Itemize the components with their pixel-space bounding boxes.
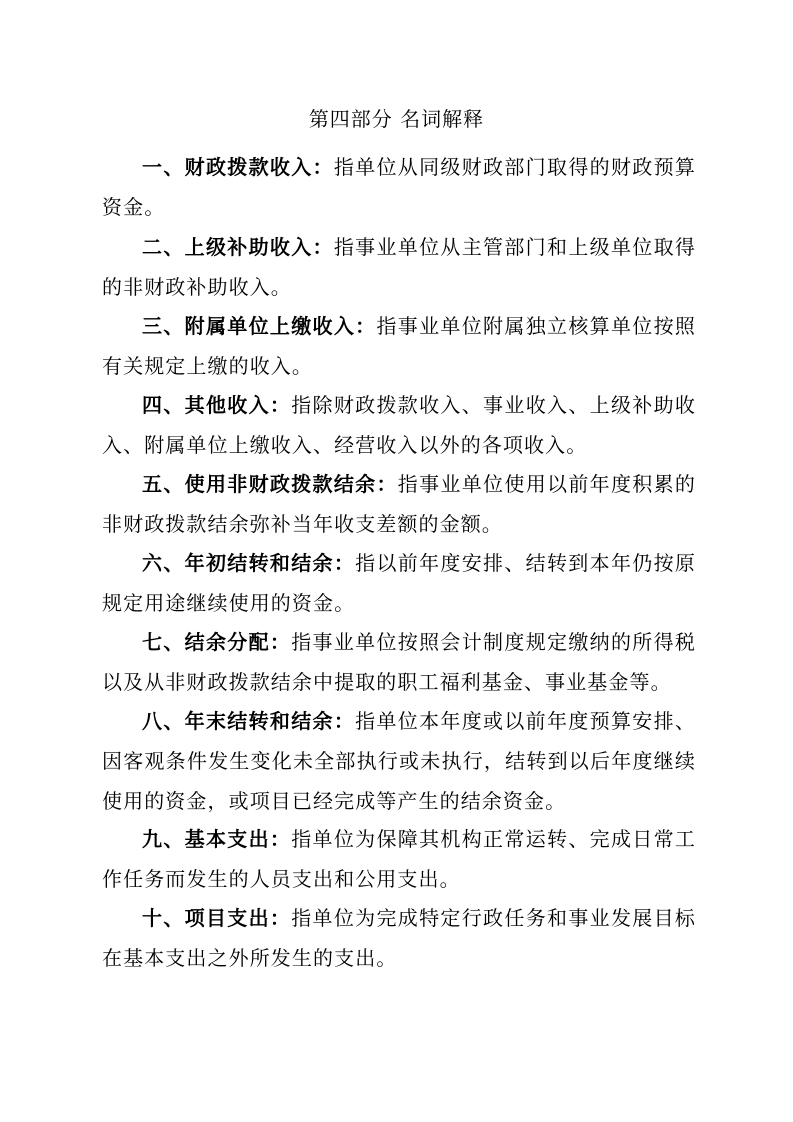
definition-entry-2 [102,227,696,307]
page-title: 第四部分 名词解释 [308,107,485,131]
definition-term: 一、财政拨款收入： [142,155,334,179]
definition-term: 四、其他收入： [142,393,292,417]
definition-entry-3 [102,306,696,386]
definition-entry-10 [102,898,696,978]
definition-term: 三、附属单位上缴收入： [142,314,377,338]
definition-term: 五、使用非财政拨款结余： [142,472,398,496]
definition-text: 指单位为保障其机构正常运转、完成日常工作任务而发生的人员支出和公用支出。 [102,827,696,891]
definition-text: 指事业单位附属独立核算单位按照有关规定上缴的收入。 [102,314,697,378]
definition-term: 二、上级补助收入： [142,235,334,259]
definition-text: 指事业单位按照会计制度规定缴纳的所得税以及从非财政拨款结余中提取的职工福利基金、事业基金等。 [102,630,696,694]
definition-term: 九、基本支出： [142,827,292,851]
definition-text: 指事业单位使用以前年度积累的非财政拨款结余弥补当年收支差额的金额。 [102,472,696,536]
definition-text: 指单位为完成特定行政任务和事业发展目标在基本支出之外所发生的支出。 [102,906,696,970]
definition-text: 指事业单位从主管部门和上级单位取得的非财政补助收入。 [102,235,696,299]
definition-entry-4 [102,385,696,465]
definition-term: 十、项目支出： [142,906,292,930]
definition-text: 指单位从同级财政部门取得的财政预算资金。 [102,155,696,219]
definition-term: 八、年末结转和结余： [142,709,356,733]
definition-entry-7 [102,622,696,702]
definition-entry-6 [102,543,696,623]
definition-term: 六、年初结转和结余： [142,551,356,575]
definition-entry-8 [102,701,696,821]
definition-entry-5 [102,464,696,544]
definition-entry-1 [102,147,696,227]
definition-entry-9 [102,819,696,899]
definition-text: 指单位本年度或以前年度预算安排、因客观条件发生变化未全部执行或未执行，结转到以后年度继续使用的资金，或项目已经完成等产生的结余资金。 [102,709,696,813]
definition-text: 指以前年度安排、结转到本年仍按原规定用途继续使用的资金。 [102,551,696,615]
definition-text: 指除财政拨款收入、事业收入、上级补助收入、附属单位上缴收入、经营收入以外的各项收入。 [102,393,696,457]
definition-term: 七、结余分配： [142,630,292,654]
